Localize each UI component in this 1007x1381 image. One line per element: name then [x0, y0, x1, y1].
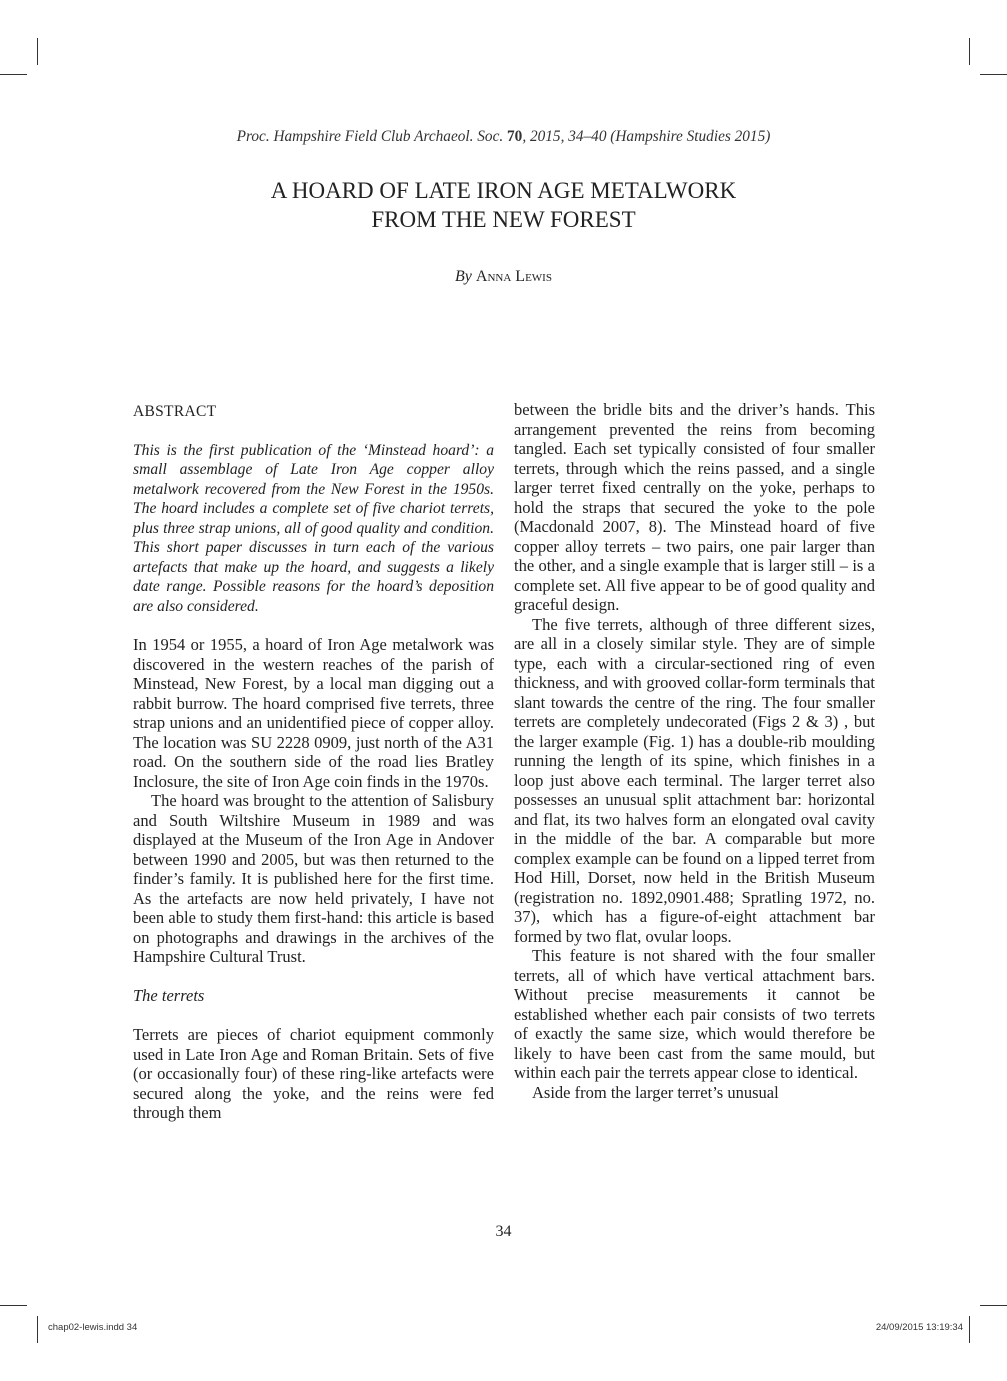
crop-mark: [980, 74, 1007, 75]
body-paragraph: The five terrets, although of three different sizes, are all in a closely similar style. They are of simple type, each with a circular-sectioned ring of even thickness, and with grooved collar-form terminals that slant towards the centre of the ring. The four smaller terrets are completely undecorated (Figs 2 & 3) , but the larger example (Fig. 1) has a double-rib moulding running the length of its spine, which finishes in a loop just above each terminal. The larger terret also possesses an unusual split attachment bar: horizontal and flat, its two halves form an elongated oval cavity in the middle of the bar. A comparable but more complex example can be found on a lipped terret from Hod Hill, Dorset, now held in the British Museum (registration no. 1892,0901.488; Spratling 1972, no. 37), which has a figure-of-eight attachment bar formed by two flat, ovular loops.: [514, 614, 875, 946]
running-head-suffix: , 2015, 34–40 (Hampshire Studies 2015): [522, 128, 771, 145]
body-paragraph: between the bridle bits and the driver’s hands. This arrangement prevented the reins from becoming tangled. Each set typically consisted of four smaller terrets, through which the reins passed, and a single larger terret fixed centrally on the yoke, perhaps to hold the straps that secured the yoke to the pole (Macdonald 2007, 8). The Minstead hoard of five copper alloy terrets – two pairs, one pair larger than the other, and a single example that is larger still – is a complete set. All five appear to be of good quality and graceful design.: [514, 400, 875, 614]
running-head-prefix: Proc. Hampshire Field Club Archaeol. Soc.: [236, 128, 508, 145]
crop-mark: [37, 38, 38, 65]
byline-by: By: [455, 268, 472, 285]
title-line-1: A HOARD OF LATE IRON AGE METALWORK: [270, 178, 737, 203]
crop-mark: [969, 1316, 970, 1343]
section-heading: The terrets: [133, 985, 205, 1005]
slug-file: chap02-lewis.indd 34: [48, 1322, 138, 1333]
left-column: [133, 400, 494, 1123]
body-paragraph: The hoard was brought to the attention of Salisbury and South Wiltshire Museum in 1989 and was displayed at the Museum of the Iron Age in Andover between 1990 and 2005, but was then returned to the finder’s family. It is published here for the first time. As the artefacts are now held privately, I have not been able to study them first-hand: this article is based on photographs and drawings in the archives of the Hampshire Cultural Trust.: [133, 791, 494, 966]
abstract-text: This is the first publication of the ‘Minstead hoard’: a small assemblage of Late Iron Age copper alloy metalwork recovered from the New Forest in the 1950s. The hoard includes a complete set of five chariot terrets, plus three strap unions, all of good quality and condition. This short paper discusses in turn each of the various artefacts that make up the hoard, and suggests a likely date range. Possible reasons for the hoard’s deposition are also considered.: [133, 441, 494, 615]
running-head-volume: 70: [507, 128, 523, 145]
byline: [0, 268, 1007, 286]
author-name: Anna Lewis: [475, 268, 552, 285]
article-title: [0, 176, 1007, 234]
right-column: [514, 400, 875, 1102]
page-number: 34: [495, 1223, 512, 1240]
body-paragraph: Terrets are pieces of chariot equipment commonly used in Late Iron Age and Roman Britain. Sets of five (or occasionally four) of these ring-like artefacts were secured along the yoke, and the reins were fed through them: [133, 1025, 494, 1122]
running-head: [0, 128, 1007, 146]
crop-mark: [980, 1305, 1007, 1306]
crop-mark: [969, 38, 970, 65]
crop-mark: [0, 74, 27, 75]
crop-mark: [37, 1316, 38, 1343]
abstract-heading: ABSTRACT: [133, 403, 217, 420]
body-paragraph: This feature is not shared with the four smaller terrets, all of which have vertical attachment bars. Without precise measurements it cannot be established whether each pair consists of two terrets of exactly the same size, which would therefore be likely to have been cast from the same mould, but within each pair the terrets appear close to identical.: [514, 946, 875, 1082]
body-paragraph: In 1954 or 1955, a hoard of Iron Age metalwork was discovered in the western reaches of the parish of Minstead, New Forest, by a local man digging out a rabbit burrow. The hoard comprised five terrets, three strap unions and an unidentified piece of copper alloy. The location was SU 2228 0909, just north of the A31 road. On the southern side of the road lies Bratley Inclosure, the site of Iron Age coin finds in the 1970s.: [133, 635, 494, 791]
body-paragraph: Aside from the larger terret’s unusual: [532, 1082, 779, 1102]
crop-mark: [0, 1305, 27, 1306]
title-line-2: FROM THE NEW FOREST: [371, 207, 636, 232]
slug-timestamp: 24/09/2015 13:19:34: [875, 1322, 963, 1333]
